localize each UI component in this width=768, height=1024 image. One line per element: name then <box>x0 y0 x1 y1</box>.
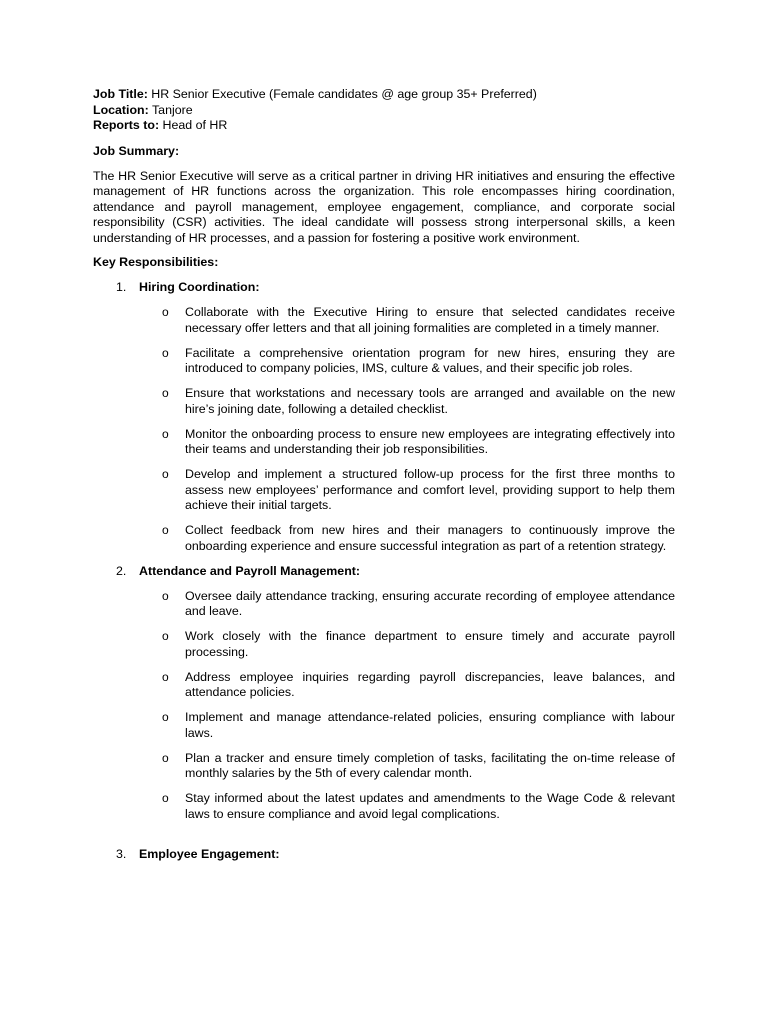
bullet-item <box>162 523 675 554</box>
reports-to-value: Head of HR <box>159 118 228 132</box>
job-title-label: Job Title: <box>93 87 148 101</box>
bullet-text: Oversee daily attendance tracking, ensuring accurate recording of employee attendance and leave. <box>185 588 675 618</box>
bullet-item <box>162 305 675 336</box>
bullet-item <box>162 669 675 701</box>
bullet-text: Address employee inquiries regarding payroll discrepancies, leave balances, and attendance policies. <box>185 669 675 699</box>
bullet-marker-icon: o <box>162 669 169 684</box>
bullet-text: Implement and manage attendance-related policies, ensuring compliance with labour laws. <box>185 710 675 740</box>
responsibility-section <box>93 847 675 863</box>
bullet-item <box>162 386 675 417</box>
bullet-text: Work closely with the finance department to ensure timely and accurate payroll processing. <box>185 629 675 659</box>
bullet-item <box>162 426 675 458</box>
reports-to-line <box>93 118 675 134</box>
location-line <box>93 103 675 119</box>
section-title: Employee Engagement: <box>139 847 280 861</box>
bullet-item <box>162 588 675 620</box>
bullet-marker-icon: o <box>162 588 169 603</box>
job-summary-heading: Job Summary: <box>93 143 180 158</box>
bullet-text: Develop and implement a structured follow-up process for the first three months to assess new employees’ performance and comfort level, providing support to help them achieve their initial targets. <box>185 467 675 512</box>
responsibility-section <box>93 280 675 554</box>
bullet-item <box>162 467 675 514</box>
bullet-item <box>162 345 675 377</box>
reports-to-label: Reports to: <box>93 118 160 132</box>
location-value: Tanjore <box>148 102 193 117</box>
bullet-item <box>162 629 675 660</box>
bullet-text: Plan a tracker and ensure timely completion of tasks, facilitating the on-time release of monthly salaries by the 5th of every calendar month. <box>185 750 675 780</box>
location-label: Location: <box>93 102 149 117</box>
bullet-text: Collaborate with the Executive Hiring to ensure that selected candidates receive necessary offer letters and that all joining formalities are completed in a timely manner. <box>185 305 675 335</box>
bullet-item <box>162 791 675 822</box>
bullet-marker-icon: o <box>162 710 169 724</box>
bullet-marker-icon: o <box>162 791 169 805</box>
section-title: Attendance and Payroll Management: <box>139 563 361 578</box>
section-number: 2. <box>116 563 127 578</box>
bullet-item <box>162 750 675 782</box>
section-number: 3. <box>116 847 127 861</box>
bullet-marker-icon: o <box>162 305 169 319</box>
bullet-text: Ensure that workstations and necessary tools are arranged and available on the new hire’s joining date, following a detailed checklist. <box>185 386 675 416</box>
job-title-value: HR Senior Executive (Female candidates @ age group 35+ Preferred) <box>147 87 537 101</box>
bullet-item <box>162 710 675 741</box>
bullet-marker-icon: o <box>162 523 169 537</box>
document-page <box>93 87 675 863</box>
bullet-list <box>93 305 675 554</box>
bullet-marker-icon: o <box>162 345 169 360</box>
bullet-text: Facilitate a comprehensive orientation program for new hires, ensuring they are introduced to company policies, IMS, culture & values, and their specific job roles. <box>185 345 675 375</box>
responsibility-section <box>93 564 675 823</box>
key-responsibilities-heading: Key Responsibilities: <box>93 255 219 269</box>
section-title: Hiring Coordination: <box>139 280 260 294</box>
bullet-text: Collect feedback from new hires and their managers to continuously improve the onboarding experience and ensure successful integration as part of a retention strategy. <box>185 523 675 553</box>
bullet-text: Monitor the onboarding process to ensure new employees are integrating effectively into their teams and understanding their job responsibilities. <box>185 426 675 456</box>
section-number: 1. <box>116 280 127 294</box>
job-summary-text: The HR Senior Executive will serve as a critical partner in driving HR initiatives and ensuring the effective management of HR functions across the organization. This role encompasses hiring coordination, attendance and payroll management, employee engagement, compliance, and corporate social responsibility (CSR) activities. The ideal candidate will possess strong interpersonal skills, a keen understanding of HR processes, and a passion for fostering a positive work environment. <box>93 168 675 245</box>
bullet-marker-icon: o <box>162 386 169 400</box>
bullet-marker-icon: o <box>162 750 169 765</box>
bullet-text: Stay informed about the latest updates and amendments to the Wage Code & relevant laws to ensure compliance and avoid legal complications. <box>185 791 675 821</box>
bullet-marker-icon: o <box>162 426 169 441</box>
job-title-line <box>93 87 675 103</box>
bullet-marker-icon: o <box>162 467 169 481</box>
responsibility-sections <box>93 280 675 863</box>
bullet-marker-icon: o <box>162 629 169 643</box>
bullet-list <box>93 589 675 823</box>
